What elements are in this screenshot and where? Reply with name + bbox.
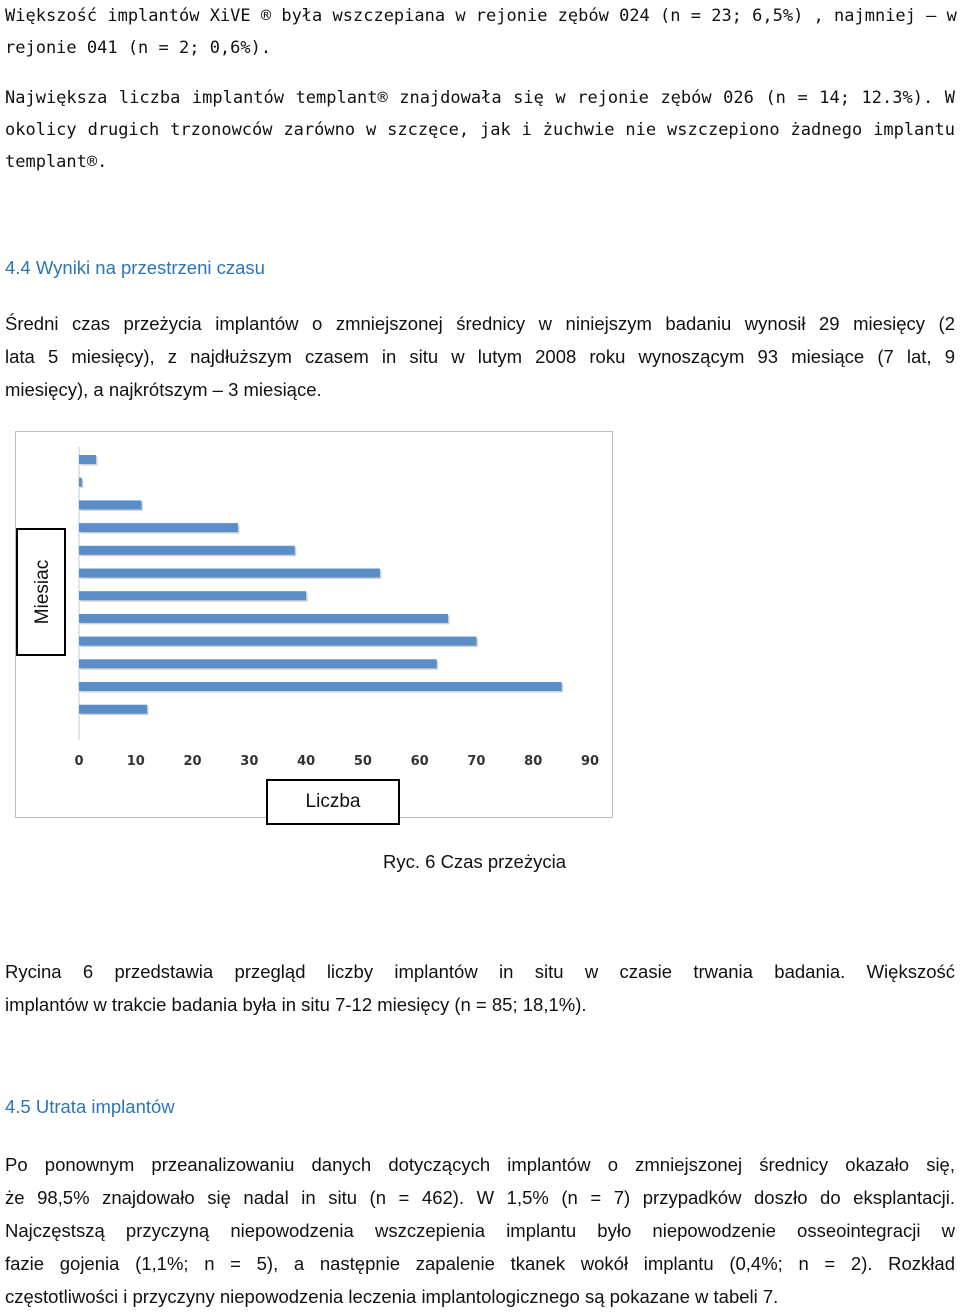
paragraph-figure-description: [5, 955, 955, 1021]
paragraph-survival-time: [5, 307, 955, 406]
text-line: Średni czas przeżycia implantów o zmniejszonej średnicy w niniejszym badaniu wynosił 29 miesięcy (2: [5, 313, 955, 334]
text-line: miesięcy), a najkrótszym – 3 miesiące.: [5, 379, 322, 400]
text-line: lata 5 miesięcy), z najdłuższym czasem in situ w lutym 2008 roku wynoszącym 93 miesiące (7 lat, 9: [5, 346, 955, 367]
text-line: templant®.: [5, 152, 108, 172]
y-axis-label: Miesiac: [32, 559, 53, 625]
text-line: Największa liczba implantów templant® znajdowała się w rejonie zębów 026 (n = 14; 12.3%). W: [5, 88, 955, 108]
x-tick-label: 90: [580, 754, 600, 769]
section-heading-4-5: 4.5 Utrata implantów: [5, 1096, 175, 1117]
x-tick-label: 30: [240, 754, 259, 769]
figure-caption: Ryc. 6 Czas przeżycia: [383, 851, 566, 872]
chart-frame: [15, 431, 613, 818]
text-line: że 98,5% znajdowało się nadal in situ (n = 462). W 1,5% (n = 7) przypadków doszło do eksplantacji.: [5, 1187, 955, 1208]
text-line: implantów w trakcie badania była in situ 7-12 miesięcy (n = 85; 18,1%).: [5, 994, 587, 1015]
paragraph-templant: [5, 82, 955, 178]
text-line: okolicy drugich trzonowców zarówno w szczęce, jak i żuchwie nie wszczepiono żadnego implantu: [5, 120, 955, 140]
x-tick-label: 0: [74, 754, 84, 769]
text-line: częstotliwości i przyczyny niepowodzenia leczenia implantologicznego są pokazane w tabeli 7.: [5, 1286, 779, 1307]
paragraph-implant-loss: [5, 1148, 955, 1313]
y-axis-label-box: [16, 528, 66, 656]
x-axis-label: Liczba: [266, 779, 400, 825]
text-line: Najczęstszą przyczyną niepowodzenia wszczepienia implantu było niepowodzenie osseointegracji w: [5, 1220, 955, 1241]
paragraph-xive: [5, 0, 955, 64]
section-heading-4-4: 4.4 Wyniki na przestrzeni czasu: [5, 257, 265, 278]
x-tick-label: 20: [183, 754, 202, 769]
x-tick-label: 40: [297, 754, 316, 769]
x-tick-label: 70: [467, 754, 486, 769]
text-line: Większość implantów XiVE ® była wszczepiana w rejonie zębów 024 (n = 23; 6,5%) , najmniej – w: [5, 6, 957, 26]
text-line: Rycina 6 przedstawia przegląd liczby implantów in situ w czasie trwania badania. Większość: [5, 961, 955, 982]
x-tick-label: 10: [126, 754, 145, 769]
x-tick-label: 50: [353, 754, 372, 769]
x-tick-label: 80: [524, 754, 543, 769]
x-tick-label: 60: [410, 754, 429, 769]
text-line: fazie gojenia (1,1%; n = 5), a następnie zapalenie tkanek wokół implantu (0,4%; n = 2). Rozkład: [5, 1253, 955, 1274]
text-line: Po ponownym przeanalizowaniu danych dotyczących implantów o zmniejszonej średnicy okazało się,: [5, 1154, 955, 1175]
text-line: rejonie 041 (n = 2; 0,6%).: [5, 38, 272, 58]
